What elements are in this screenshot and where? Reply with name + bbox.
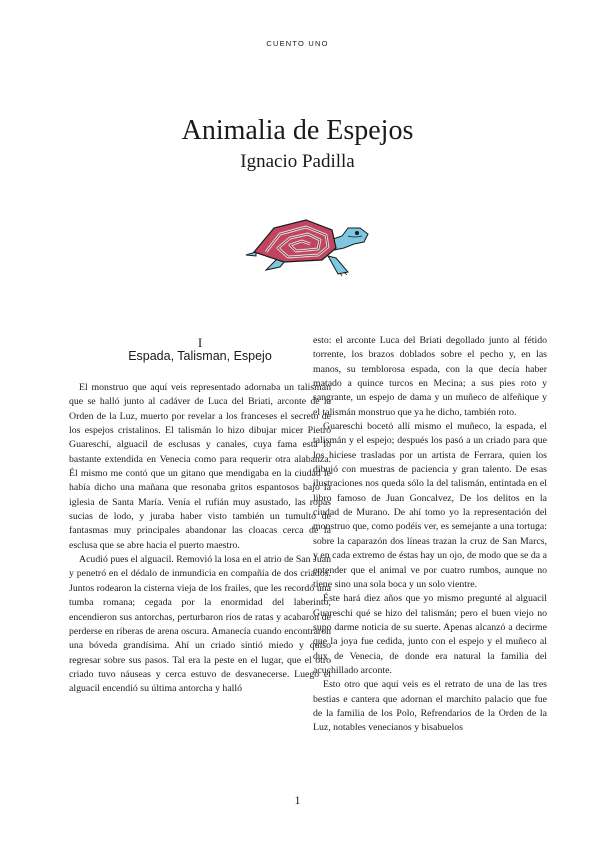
paragraph: Acudió pues el alguacil. Removió la losa en el atrio de San Juan y penetró en el dédalo de inmundicia en compañía de dos criados. Juntos rodearon la cisterna vieja de los frailes, que les recordó una tumba romana; cegada por la enormidad del laberinto, encendieron sus antorchas, perturbaron ríos de ratas y acabaron de perderse en riberas de arena oscura. Amanecía cuando encontraron una bóveda grandísima. Ahí un criado sintió miedo y quiso regresar sobre sus pasos. Tal era la peste en el lugar, que el otro criado tuvo náuseas y cerca estuvo de desvanecerse. Luego el alguacil encendió su última antorcha y halló: [69, 554, 331, 695]
turtle-illustration-icon: [244, 214, 372, 280]
paragraph: Esto otro que aquí veis es el retrato de una de las tres bestias e cantera que adornan el marchito palacio que fue de la familia de los Polo, Refrendarios de la Orden de la Luz, notables venecianos y bisabuelos: [313, 679, 547, 734]
chapter-number: I: [197, 335, 203, 350]
paragraph: El monstruo que aquí veis representado adornaba un talismán que se halló junto al cadáver de Luca del Briati, arconte de la Orden de la Luz, muerto por revelar a los franceses el secreto de los espejos cristalinos. El talismán lo hizo dibujar micer Pietro Guareschi, alguacil de esclusas y canales, cuya fama está lo bastante extendida en Venecia como para requerir otra alabanza. Él mismo me contó que un gitano que mendigaba en la ciudad le había dicho una mañana que resonaba gritos espantosos bajo la iglesia de Santa María. Venía el rufián muy asustado, las ropas sucias de lodo, y juraba haber visto también un tumulto de fantasmas muy principales abandonar las cloacas cerca de la esclusa que se abre hacia el puerto maestro.: [69, 382, 331, 551]
author-name: Ignacio Padilla: [240, 151, 355, 172]
story-title: Animalia de Espejos: [181, 115, 414, 146]
paragraph: esto: el arconte Luca del Briati degollado junto al fétido torrente, los brazos doblados sobre el pecho y, en las manos, su temblorosa espada, con la que decía haber matado a quince turcos en Mecina; a sus pies roto y sangrante, un espejo de dama y un muñeco de alfeñique y el talismán monstruo que ya he dicho, también roto.: [313, 335, 547, 418]
right-text-column: [313, 334, 547, 736]
paragraph: Guareschi bocetó allí mismo el muñeco, la espada, el talismán y el espejo; después los pasó a un criado para que los hiciese trasladas por un artista de Ferrara, quien los dibujó con muestras de paciencia y gran talento. De esas ilustraciones nos queda sólo la del talismán, entintada en el libro famoso de Juan Goncalvez, De los delitos en la ciudad de Murano. De ahí tomo yo la representación del monstruo que, como podéis ver, es semejante a una tortuga: sobre la caparazón dos líneas trazan la cruz de San Marcs, y en cada extremo de éstas hay un ojo, de modo que se da a entender que el animal ve por cuatro rumbos, aunque no tiene sino una sola boca y un solo vientre.: [313, 421, 547, 590]
running-head: CUENTO UNO: [266, 39, 329, 48]
left-text-column: [69, 381, 331, 697]
chapter-title: Espada, Talisman, Espejo: [128, 349, 272, 363]
paragraph: Éste hará diez años que yo mismo pregunté al alguacil Guareschi qué se hizo del talismán; pero el buen viejo no supo darme noticia de su suerte. Apenas alcanzó a decirme que la joya fue cedida, junto con el espejo y el muñeco al dux de Venecia, de donde era natural la familia del acuchillado arconte.: [313, 593, 547, 676]
page-number: 1: [294, 793, 301, 807]
